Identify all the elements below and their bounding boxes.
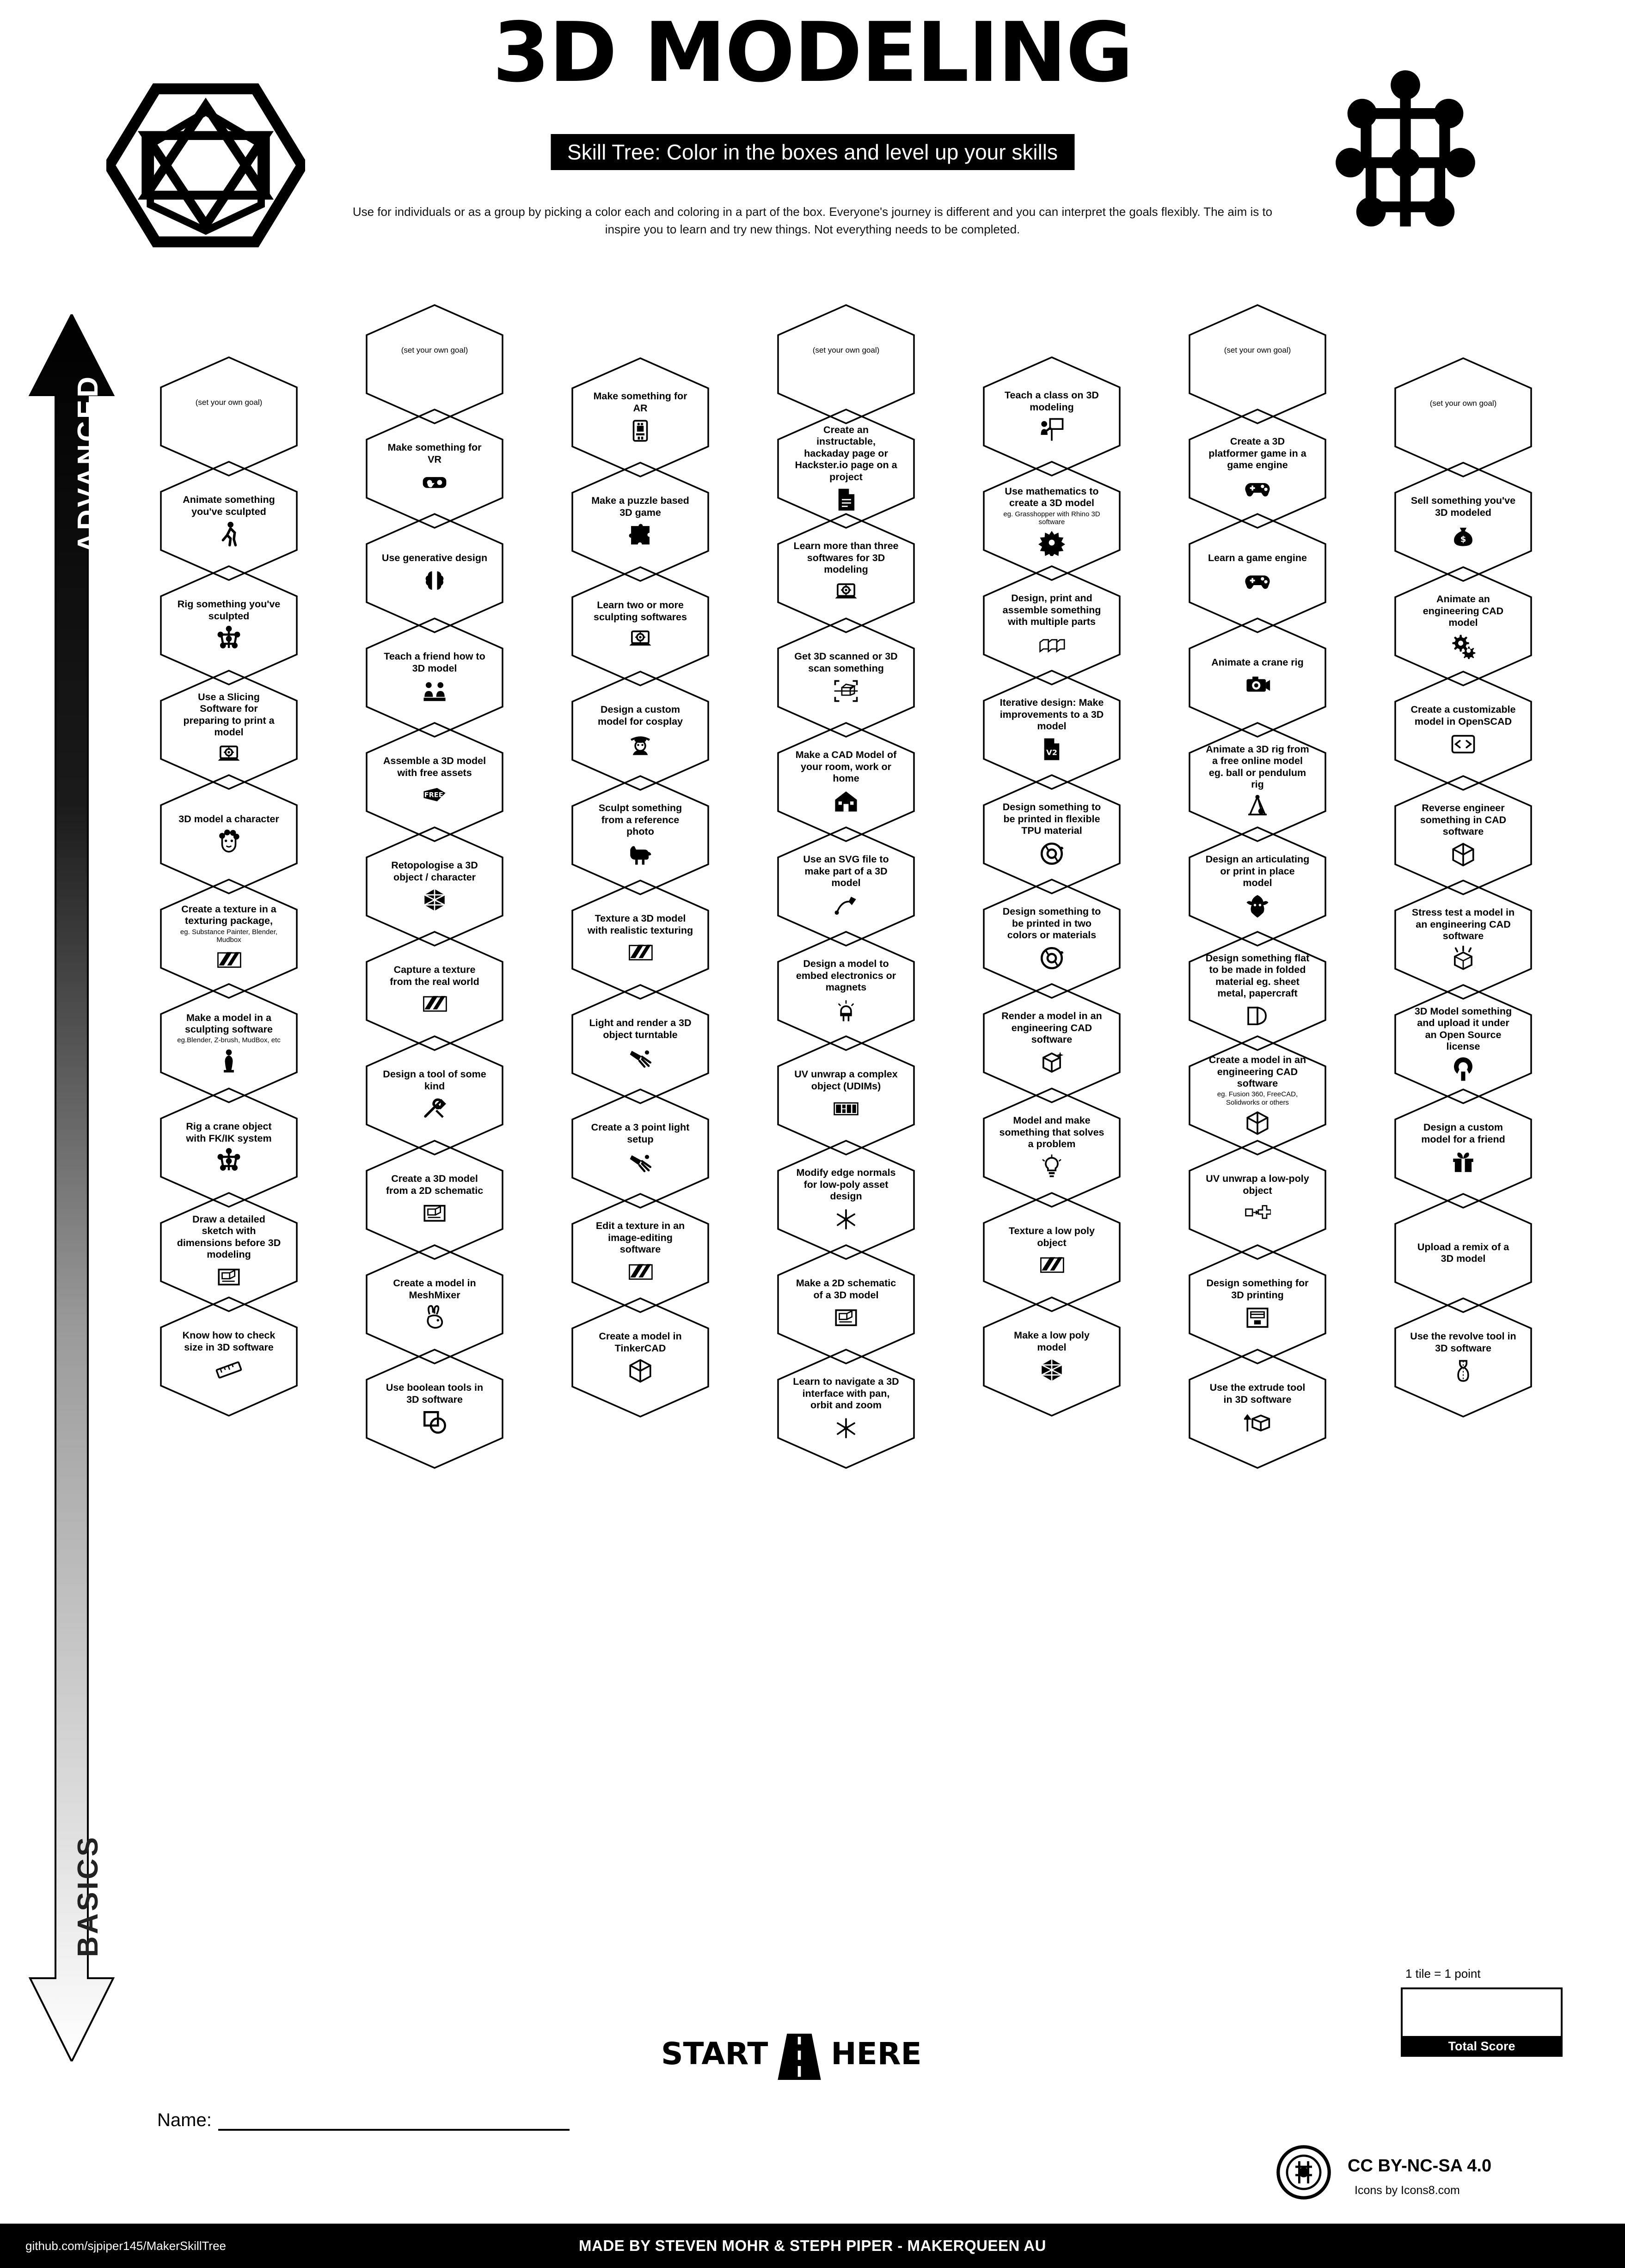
tile-fill[interactable] (365, 304, 504, 425)
skill-tile[interactable] (1394, 879, 1533, 1000)
document-icon (833, 486, 859, 513)
laptop-gear-icon (215, 741, 242, 768)
name-input-line[interactable] (218, 2110, 570, 2131)
puzzle-icon (627, 522, 654, 549)
tile-label: Make a CAD Model of your room, work or home (795, 749, 897, 784)
gift-icon (1450, 1149, 1477, 1175)
tile-label: Rig something you've sculpted (177, 599, 281, 622)
skill-tile[interactable] (1188, 826, 1327, 947)
creative-commons-icon (1276, 2145, 1331, 2200)
page-footer (0, 2224, 1625, 2268)
tile-label: 3D Model something and upload it under an Open Source license (1414, 1005, 1512, 1052)
page-title: 3D MODELING (492, 5, 1133, 100)
icons-credit: Icons by Icons8.com (1355, 2184, 1460, 2197)
skill-tile[interactable] (1394, 1088, 1533, 1209)
tile-label: Texture a low poly object (1009, 1225, 1095, 1248)
skill-tile[interactable] (159, 565, 298, 686)
fold-icon (1244, 1003, 1271, 1029)
filament-icon (1038, 840, 1065, 867)
tile-label: Make something for AR (593, 391, 687, 414)
name-field-row (157, 2110, 570, 2131)
skill-tile[interactable] (1188, 1139, 1327, 1260)
tile-label: Use mathematics to create a 3D model (1005, 485, 1099, 509)
skill-tile[interactable] (571, 670, 710, 791)
tile-label: Stress test a model in an engineering CAD software (1411, 907, 1515, 942)
tile-sublabel: eg. Grasshopper with Rhino 3D software (1003, 510, 1100, 526)
texture-swatch-icon (421, 991, 448, 1018)
here-label: HERE (831, 2036, 922, 2072)
skill-tile[interactable] (571, 566, 710, 687)
tile-label: UV unwrap a low-poly object (1206, 1173, 1309, 1196)
skill-tile[interactable] (365, 513, 504, 634)
skill-tile[interactable] (1188, 1244, 1327, 1365)
skill-tile[interactable] (571, 461, 710, 582)
tile-label: Design something to be printed in flexible TPU material (1002, 801, 1101, 837)
skill-tile[interactable] (159, 1296, 298, 1417)
tile-label: Use boolean tools in 3D software (386, 1382, 484, 1405)
tile-label: Learn a game engine (1208, 552, 1307, 563)
cube-icon (627, 1357, 654, 1384)
skill-tile[interactable] (365, 1348, 504, 1469)
skill-tile[interactable] (982, 774, 1121, 895)
tile-label: Create a 3D model from a 2D schematic (386, 1173, 484, 1196)
tile-label: UV unwrap a complex object (UDIMs) (794, 1069, 898, 1092)
pendulum-icon (1244, 794, 1271, 820)
tile-label: Animate a crane rig (1211, 656, 1304, 668)
license-text: CC BY-NC-SA 4.0 (1348, 2156, 1492, 2176)
tile-label: Render a model in an engineering CAD software (1001, 1010, 1102, 1045)
cube-icon (1244, 1110, 1271, 1137)
skill-tile[interactable] (777, 721, 915, 843)
tile-label: Learn two or more sculpting softwares (594, 599, 687, 623)
road-icon (776, 2034, 822, 2073)
gamepad-icon (1244, 475, 1271, 501)
tile-label: Teach a class on 3D modeling (1005, 390, 1099, 413)
skill-tile[interactable] (571, 1192, 710, 1314)
texture-swatch-icon (215, 947, 242, 974)
tile-label: Use a Slicing Software for preparing to print a model (183, 691, 275, 738)
skill-tile[interactable] (1394, 1192, 1533, 1314)
tile-label: Model and make something that solves a problem (999, 1115, 1104, 1150)
free-tag-icon (421, 782, 448, 809)
skill-tile[interactable] (365, 617, 504, 738)
skill-tile[interactable] (777, 1244, 915, 1365)
tile-label: Use generative design (381, 552, 488, 563)
tile-fill[interactable] (1394, 357, 1533, 478)
tile-label: Create a 3D platformer game in a game engine (1208, 436, 1306, 471)
skill-tile[interactable] (1188, 1348, 1327, 1469)
cosplay-icon (627, 731, 654, 758)
svg-text:$: $ (1460, 534, 1466, 544)
tile-label: Use the revolve tool in 3D software (1410, 1331, 1516, 1354)
money-bag-icon (1450, 522, 1477, 549)
tile-label: Rig a crane object with FK/IK system (186, 1121, 272, 1144)
tile-goal-placeholder: (set your own goal) (1224, 346, 1291, 355)
tile-label: Reverse engineer something in CAD software (1420, 802, 1507, 838)
spotlight-icon (627, 1044, 654, 1071)
stress-cube-icon (1450, 946, 1477, 972)
start-label: START (661, 2036, 768, 2072)
polygon-mesh-icon (1038, 1357, 1065, 1383)
svg-text:V2: V2 (1046, 748, 1057, 757)
tile-label: Modify edge normals for low-poly asset design (796, 1167, 896, 1202)
skill-tile[interactable] (777, 617, 915, 738)
skill-tile[interactable] (365, 721, 504, 843)
multi-parts-icon (1038, 631, 1065, 658)
tile-goal-placeholder: (set your own goal) (401, 346, 468, 355)
tile-label: Assemble a 3D model with free assets (383, 755, 486, 778)
laptop-gear-icon (833, 579, 859, 606)
footer-credits: MADE BY STEVEN MOHR & STEPH PIPER - MAKERQUEEN AU (579, 2237, 1046, 2254)
tile-label: Sculpt something from a reference photo (598, 802, 682, 838)
tile-label: Design something flat to be made in folded material eg. sheet metal, papercraft (1205, 952, 1310, 999)
articulate-icon (1244, 893, 1271, 919)
tile-label: Use an SVG file to make part of a 3D model (803, 854, 889, 889)
texture-swatch-icon (627, 1259, 654, 1286)
skill-tile[interactable] (159, 356, 298, 477)
tile-label: Animate something you've sculpted (183, 494, 275, 517)
tile-label: Make a low poly model (1014, 1330, 1090, 1353)
tile-label: Create a model in TinkerCAD (599, 1331, 682, 1354)
skill-tile[interactable] (365, 408, 504, 529)
vr-goggles-icon (421, 469, 448, 495)
skill-tile[interactable] (1394, 984, 1533, 1105)
skill-tile[interactable] (982, 356, 1121, 477)
skill-tile[interactable] (365, 1139, 504, 1260)
polygon-mesh-icon (421, 886, 448, 913)
tile-label: Animate an engineering CAD model (1423, 593, 1504, 629)
tile-label: Create a 3 point light setup (591, 1122, 690, 1145)
tile-label: Design a model to embed electronics or magnets (796, 958, 896, 993)
gear-star-icon (1038, 529, 1065, 556)
skill-tile[interactable] (982, 1192, 1121, 1313)
tile-fill[interactable] (1188, 304, 1327, 425)
teaching-icon (421, 678, 448, 704)
skill-tile[interactable] (1188, 930, 1327, 1051)
tile-label: Sell something you've 3D modeled (1410, 495, 1516, 518)
skill-tile[interactable] (777, 408, 915, 529)
tile-label: Create a customizable model in OpenSCAD (1410, 704, 1516, 727)
skill-tile[interactable] (982, 565, 1121, 686)
tile-goal-placeholder: (set your own goal) (1429, 399, 1497, 408)
texture-swatch-icon (627, 940, 654, 966)
skill-tile[interactable] (1188, 513, 1327, 634)
skill-tile[interactable] (159, 669, 298, 790)
printer-icon (1244, 1304, 1271, 1331)
filament-icon (1038, 945, 1065, 972)
tile-label: Design, print and assemble something with multiple parts (1002, 593, 1101, 628)
skill-tile[interactable] (777, 930, 915, 1051)
tile-label: Make a model in a sculpting software (185, 1012, 273, 1035)
tile-label: Create a model in MeshMixer (393, 1278, 476, 1301)
skill-tile[interactable] (1188, 304, 1327, 425)
blueprint-icon (215, 1264, 242, 1290)
dog-icon (627, 841, 654, 868)
tile-label: Create an instructable, hackaday page or Hackster.io page on a project (795, 424, 897, 483)
tile-label: Design something for 3D printing (1206, 1278, 1309, 1301)
scan-icon (833, 678, 859, 704)
skill-tile[interactable] (571, 1297, 710, 1418)
skill-tile[interactable] (159, 1192, 298, 1313)
skill-tile[interactable] (159, 774, 298, 895)
tile-label: Texture a 3D model with realistic texturing (587, 913, 693, 936)
led-icon (833, 997, 859, 1024)
brain-gear-icon (421, 567, 448, 594)
skill-tile[interactable] (982, 983, 1121, 1104)
sculpture-icon (215, 1047, 242, 1074)
tile-sublabel: eg. Fusion 360, FreeCAD, Solidworks or others (1217, 1090, 1298, 1106)
cube-icon (1450, 841, 1477, 868)
intro-text: Use for individuals or as a group by picking a color each and coloring in a part of the box. Everyone's journey is different and you can interpret the goals flexibly. The aim is to inspire you to learn and try new things. Not everything needs to be completed. (352, 205, 1273, 236)
tile-label: Make a puzzle based 3D game (591, 495, 689, 518)
tile-sublabel: eg.Blender, Z-brush, MudBox, etc (177, 1036, 281, 1045)
boolean-icon (421, 1409, 448, 1436)
tile-label: Learn more than three softwares for 3D modeling (793, 540, 899, 575)
bunny-icon (421, 1304, 448, 1331)
skill-tile[interactable] (1394, 566, 1533, 687)
tile-label: Upload a remix of a 3D model (1417, 1241, 1509, 1264)
house-icon (833, 788, 859, 815)
walking-person-icon (215, 521, 242, 548)
normals-icon (833, 1415, 859, 1442)
tile-label: Draw a detailed sketch with dimensions before 3D modeling (177, 1213, 281, 1260)
rig-skeleton-icon (215, 625, 242, 652)
skill-tile[interactable] (1394, 670, 1533, 791)
tile-label: Get 3D scanned or 3D scan something (794, 651, 898, 674)
extrude-icon (1244, 1409, 1271, 1436)
tile-label: Make something for VR (387, 442, 482, 465)
footer-github-link[interactable]: github.com/sjpiper145/MakerSkillTree (25, 2238, 227, 2253)
rig-skeleton-icon (215, 1148, 242, 1174)
skill-tile[interactable] (571, 879, 710, 1000)
skill-tile[interactable] (571, 357, 710, 478)
tile-label: Iterative design: Make improvements to a 3D model (1000, 697, 1104, 732)
axis-label-advanced: ADVANCED (72, 374, 104, 553)
blueprint-icon (421, 1200, 448, 1227)
unwrap-icon (1244, 1200, 1271, 1227)
tile-fill[interactable] (777, 304, 915, 425)
skill-tile[interactable] (777, 304, 915, 425)
vase-icon (1450, 1357, 1477, 1384)
tile-label: Design a tool of some kind (383, 1069, 486, 1092)
gamepad-icon (1244, 567, 1271, 594)
uv-map-icon (833, 1095, 859, 1122)
skill-tile[interactable] (365, 304, 504, 425)
skill-tile[interactable] (982, 669, 1121, 790)
axis-label-basics: BASICS (72, 1835, 104, 1957)
skill-tile[interactable] (365, 1035, 504, 1156)
skill-tile[interactable] (571, 984, 710, 1105)
tile-label: Create a model in an engineering CAD software (1208, 1054, 1306, 1089)
tile-label: Animate a 3D rig from a free online model eg. ball or pendulum rig (1206, 743, 1309, 790)
pen-curve-icon (833, 893, 859, 919)
tile-goal-placeholder: (set your own goal) (195, 398, 263, 407)
skill-tile[interactable] (777, 1139, 915, 1260)
tile-label: Design a custom model for a friend (1421, 1122, 1505, 1145)
skill-tile[interactable] (1394, 357, 1533, 478)
tile-label: Teach a friend how to 3D model (384, 651, 485, 674)
gears-icon (1450, 632, 1477, 659)
ruler-icon (215, 1357, 242, 1383)
tools-icon (421, 1095, 448, 1122)
skill-tile[interactable] (1394, 461, 1533, 582)
blueprint-icon (833, 1304, 859, 1331)
tile-label: Capture a texture from the real world (390, 964, 479, 987)
skill-tile[interactable] (159, 460, 298, 581)
lightbulb-icon (1038, 1154, 1065, 1180)
skill-tile[interactable] (1394, 1297, 1533, 1418)
skill-tile[interactable] (1188, 721, 1327, 843)
opensource-icon (1450, 1056, 1477, 1082)
tile-label: Use the extrude tool in 3D software (1209, 1382, 1306, 1405)
laptop-gear-icon (627, 626, 654, 653)
tile-label: Edit a texture in an image-editing software (595, 1220, 685, 1255)
skill-tile[interactable] (365, 826, 504, 947)
skill-tile[interactable] (777, 1348, 915, 1469)
skill-tile[interactable] (571, 1088, 710, 1209)
skill-tile[interactable] (1188, 408, 1327, 529)
tile-label: Design something to be printed in two colors or materials (1002, 906, 1101, 941)
tile-label: 3D model a character (178, 813, 279, 825)
tile-label: Design an articulating or print in place model (1205, 854, 1310, 889)
svg-text:FREE: FREE (424, 791, 443, 799)
ar-phone-icon (627, 417, 654, 444)
tile-label: Learn to navigate a 3D interface with pan, orbit and zoom (793, 1376, 899, 1411)
tile-label: Create a texture in a texturing package, (181, 903, 276, 927)
skill-tile[interactable] (1394, 775, 1533, 896)
tile-label: Light and render a 3D object turntable (589, 1017, 692, 1040)
render-cube-icon (1038, 1049, 1065, 1076)
texture-swatch-icon (1038, 1252, 1065, 1279)
tile-label: Make a 2D schematic of a 3D model (796, 1278, 896, 1301)
skill-tile[interactable] (982, 1087, 1121, 1208)
spotlight-icon (627, 1149, 654, 1175)
skill-tile[interactable] (365, 930, 504, 1051)
tile-label: Know how to check size in 3D software (182, 1330, 276, 1353)
skill-tile[interactable] (365, 1244, 504, 1365)
start-here-marker (661, 2034, 922, 2073)
skill-tile[interactable] (982, 1296, 1121, 1417)
tile-fill[interactable] (159, 356, 298, 477)
tile-label: Design a custom model for cosplay (598, 704, 683, 727)
camera-icon (1244, 672, 1271, 698)
skill-tile[interactable] (982, 460, 1121, 581)
skill-tile[interactable] (777, 1035, 915, 1156)
v2-file-icon (1038, 736, 1065, 763)
normals-icon (833, 1206, 859, 1233)
character-head-icon (215, 828, 242, 855)
tile-label: Retopologise a 3D object / character (391, 860, 478, 883)
subtitle-banner: Skill Tree: Color in the boxes and level up your skills (551, 134, 1074, 170)
skill-tile[interactable] (982, 878, 1121, 999)
skill-tile[interactable] (571, 775, 710, 896)
tile-sublabel: eg. Substance Painter, Blender, Mudbox (180, 928, 278, 944)
skill-tile[interactable] (159, 878, 298, 999)
name-label: Name: (157, 2110, 212, 2130)
total-score-label: Total Score (1401, 2036, 1563, 2057)
skill-tile[interactable] (1188, 617, 1327, 738)
skill-tile[interactable] (777, 513, 915, 634)
tile-point-note: 1 tile = 1 point (1405, 1967, 1481, 1981)
skill-tile[interactable] (1188, 1035, 1327, 1156)
code-icon (1450, 731, 1477, 758)
skill-tile[interactable] (159, 983, 298, 1104)
teaching-board-icon (1038, 416, 1065, 443)
skill-tile[interactable] (159, 1087, 298, 1208)
skill-tile[interactable] (777, 826, 915, 947)
tile-goal-placeholder: (set your own goal) (812, 346, 880, 355)
